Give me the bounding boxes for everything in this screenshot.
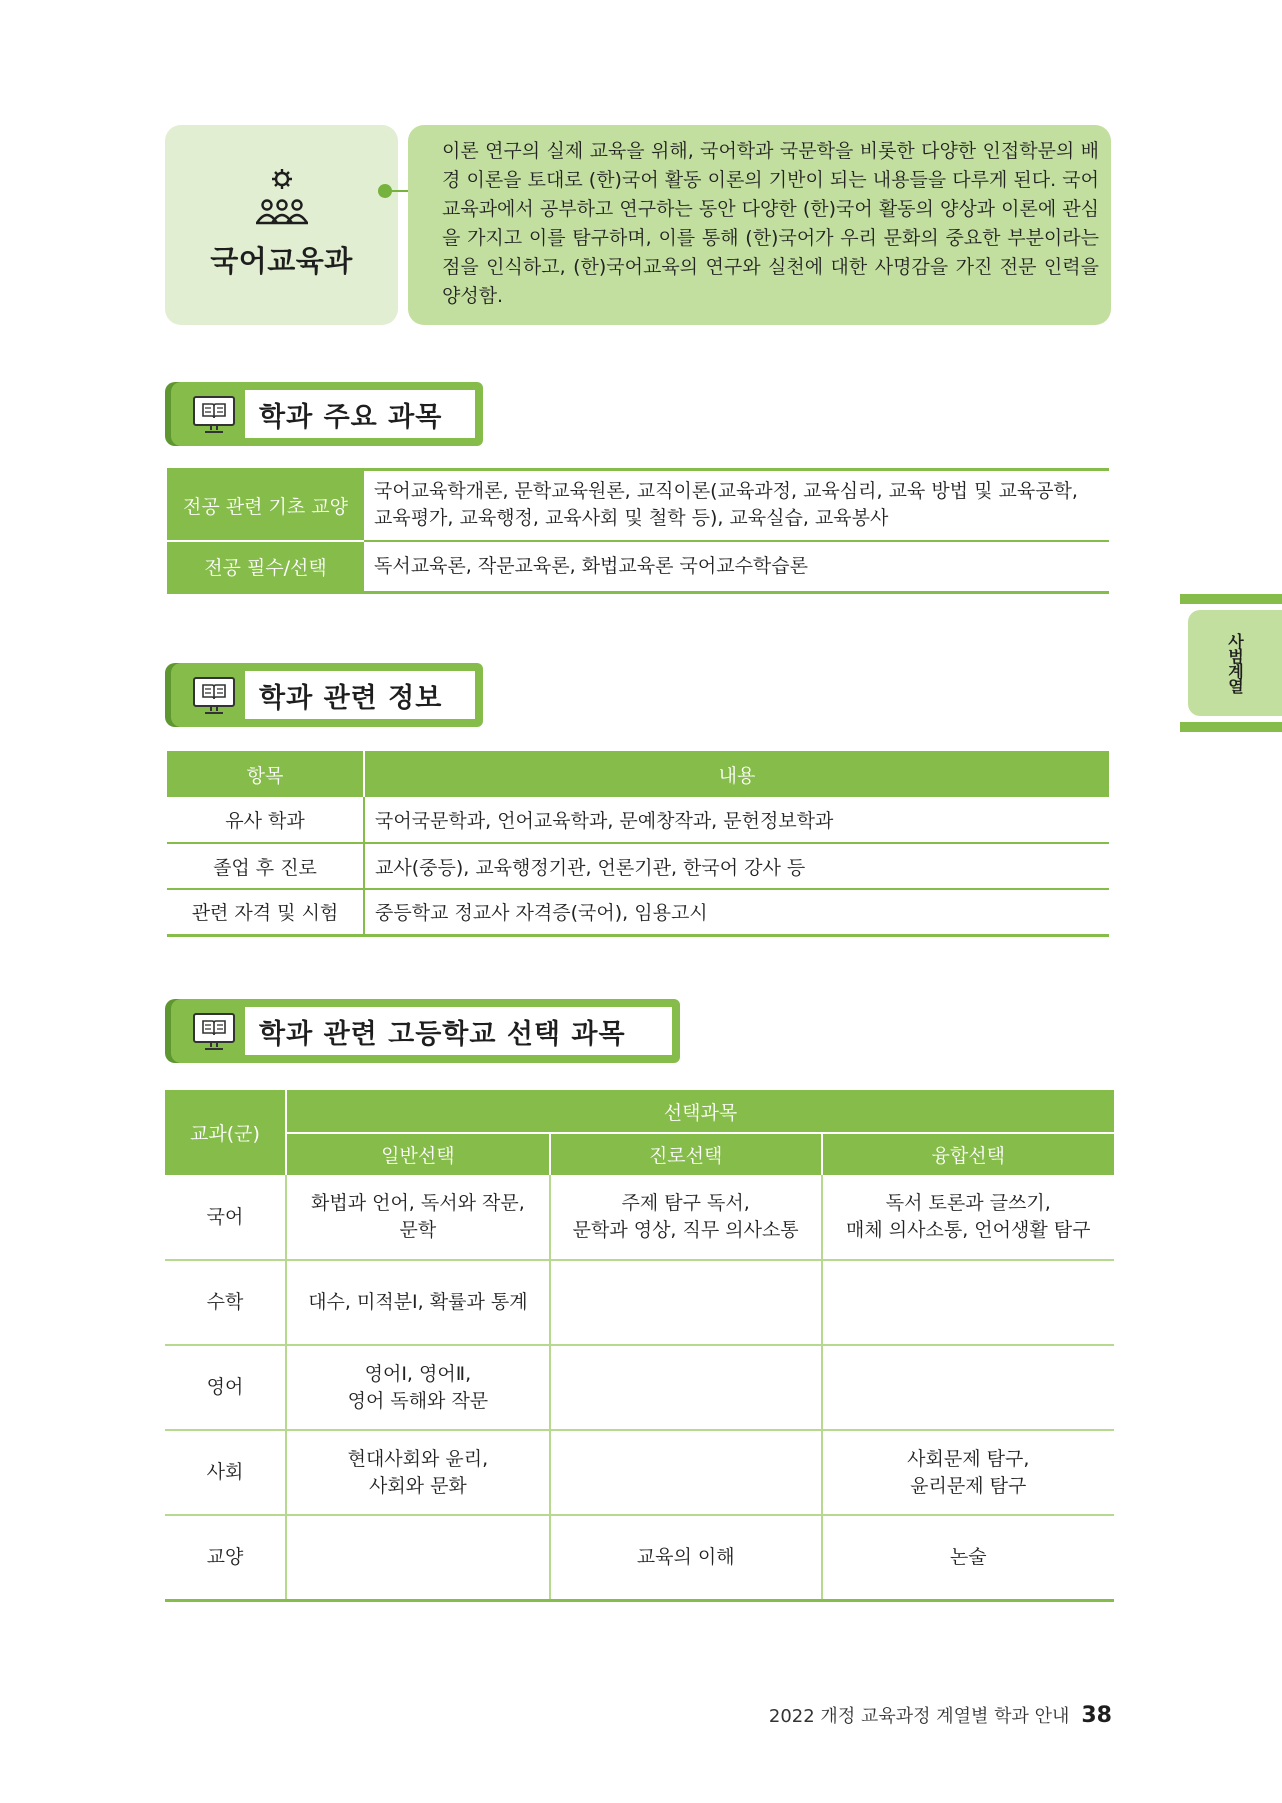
column-header: 항목 [167, 751, 364, 797]
hs-courses-table [165, 1090, 1114, 1602]
table-row [165, 1430, 1114, 1515]
side-tab-label: 사범계열 [1225, 633, 1245, 693]
table-row [167, 541, 1109, 593]
row-value: 교사(중등), 교육행정기관, 언론기관, 한국어 강사 등 [364, 843, 1109, 889]
course-cell-career [550, 1175, 822, 1260]
row-value: 독서교육론, 작문교육론, 화법교육론 국어교수학습론 [374, 554, 808, 577]
course-line: 현대사회와 윤리, [347, 1447, 489, 1470]
column-header: 내용 [364, 751, 1109, 797]
table-header-row [167, 751, 1109, 797]
dept-name: 국어교육과 [210, 243, 353, 278]
table-row [165, 1515, 1114, 1600]
row-label: 관련 자격 및 시험 [167, 889, 364, 935]
table-row [165, 1345, 1114, 1430]
section-title: 학과 관련 정보 [259, 682, 443, 714]
table-header-row [165, 1133, 1114, 1175]
row-value: 국어교육학개론, 문학교육원론, 교직이론(교육과정, 교육심리, 교육 방법 및 교육공학, 교육평가, 교육행정, 교육사회 및 철학 등), 교육실습, 교육봉사 [364, 470, 1109, 541]
dept-description: 이론 연구의 실제 교육을 위해, 국어학과 국문학을 비롯한 다양한 인접학문의 배경 이론을 토대로 (한)국어 활동 이론의 기반이 되는 내용들을 다루게 된다. 국어교육과에서 공부하고 연구하는 동안 다양한 (한)국어 활동의 양상과 이론에 관심을 가지고 이를 탐구하며, 이를 통해 (한)국어가 우리 문화의 중요한 부분이라는 점을 인식하고, (한)국어교육의 연구와 실천에 대한 사명감을 가진 전문 인력을 양성함. [442, 140, 1099, 307]
subject-cell: 사회 [165, 1430, 286, 1515]
course-cell-fusion [822, 1430, 1114, 1515]
course-cell-career [550, 1260, 822, 1345]
row-label: 전공 관련 기초 교양 [167, 470, 364, 541]
dept-card [165, 125, 398, 325]
subject-cell: 수학 [165, 1260, 286, 1345]
course-line: 교육의 이해 [636, 1545, 735, 1568]
column-header: 진로선택 [550, 1133, 822, 1175]
table-row [167, 843, 1109, 889]
monitor-book-icon [191, 392, 237, 438]
column-header-subject: 교과(군) [165, 1090, 286, 1175]
table-row [167, 889, 1109, 935]
course-cell-general [286, 1430, 550, 1515]
subject-cell: 영어 [165, 1345, 286, 1430]
subject-cell: 교양 [165, 1515, 286, 1600]
row-label: 유사 학과 [167, 797, 364, 843]
dept-description-box [408, 125, 1111, 325]
connector-dot [378, 184, 392, 198]
course-line: 윤리문제 탐구 [910, 1474, 1027, 1497]
section-header-dept-info [165, 663, 483, 727]
monitor-book-icon [191, 1009, 237, 1055]
footer-text: 2022 개정 교육과정 계열별 학과 안내 [768, 1706, 1070, 1727]
table-row [165, 1175, 1114, 1260]
section-header-hs-courses [165, 999, 680, 1063]
column-header: 융합선택 [822, 1133, 1114, 1175]
section-header-major-courses [165, 382, 483, 446]
subject-cell: 국어 [165, 1175, 286, 1260]
column-header: 일반선택 [286, 1133, 550, 1175]
page-number: 38 [1081, 1703, 1112, 1728]
row-value: 중등학교 정교사 자격증(국어), 임용고시 [375, 902, 708, 925]
course-line: 사회와 문화 [368, 1474, 467, 1497]
course-cell-general [286, 1515, 550, 1600]
course-line: 문학과 영상, 직무 의사소통 [572, 1219, 799, 1241]
course-line: 문학 [399, 1219, 437, 1241]
side-tab [1180, 594, 1282, 732]
dept-info-table [167, 751, 1109, 937]
course-cell-general [286, 1175, 550, 1260]
course-cell-fusion [822, 1515, 1114, 1600]
course-line: 영어Ⅰ, 영어Ⅱ, [364, 1362, 472, 1385]
section-title: 학과 주요 과목 [259, 401, 443, 433]
column-header-group: 선택과목 [286, 1090, 1114, 1133]
course-line: 주제 탐구 독서, [621, 1192, 750, 1214]
row-label: 전공 필수/선택 [167, 541, 364, 593]
course-line: 영어 독해와 작문 [347, 1389, 489, 1412]
course-line: 매체 의사소통, 언어생활 탐구 [846, 1219, 1091, 1241]
table-row [167, 470, 1109, 541]
course-line: 화법과 언어, 독서와 작문, [311, 1192, 525, 1214]
row-value: 국어국문학과, 언어교육학과, 문예창작과, 문헌정보학과 [364, 797, 1109, 843]
course-cell-career [550, 1430, 822, 1515]
course-cell-career [550, 1515, 822, 1600]
monitor-book-icon [191, 673, 237, 719]
course-cell-career [550, 1345, 822, 1430]
course-line: 논술 [949, 1545, 987, 1568]
table-header-row [165, 1090, 1114, 1133]
gear-people-icon [250, 165, 314, 229]
major-courses-table [167, 468, 1109, 594]
course-line: 대수, 미적분Ⅰ, 확률과 통계 [308, 1291, 528, 1313]
course-cell-fusion [822, 1345, 1114, 1430]
page-footer [769, 1702, 1112, 1728]
table-row [167, 797, 1109, 843]
course-line: 독서 토론과 글쓰기, [885, 1192, 1051, 1214]
course-line: 사회문제 탐구, [907, 1447, 1030, 1470]
course-cell-general [286, 1345, 550, 1430]
course-cell-fusion [822, 1260, 1114, 1345]
section-title: 학과 관련 고등학교 선택 과목 [259, 1018, 626, 1050]
course-cell-fusion [822, 1175, 1114, 1260]
row-label: 졸업 후 진로 [167, 843, 364, 889]
course-cell-general [286, 1260, 550, 1345]
table-row [165, 1260, 1114, 1345]
